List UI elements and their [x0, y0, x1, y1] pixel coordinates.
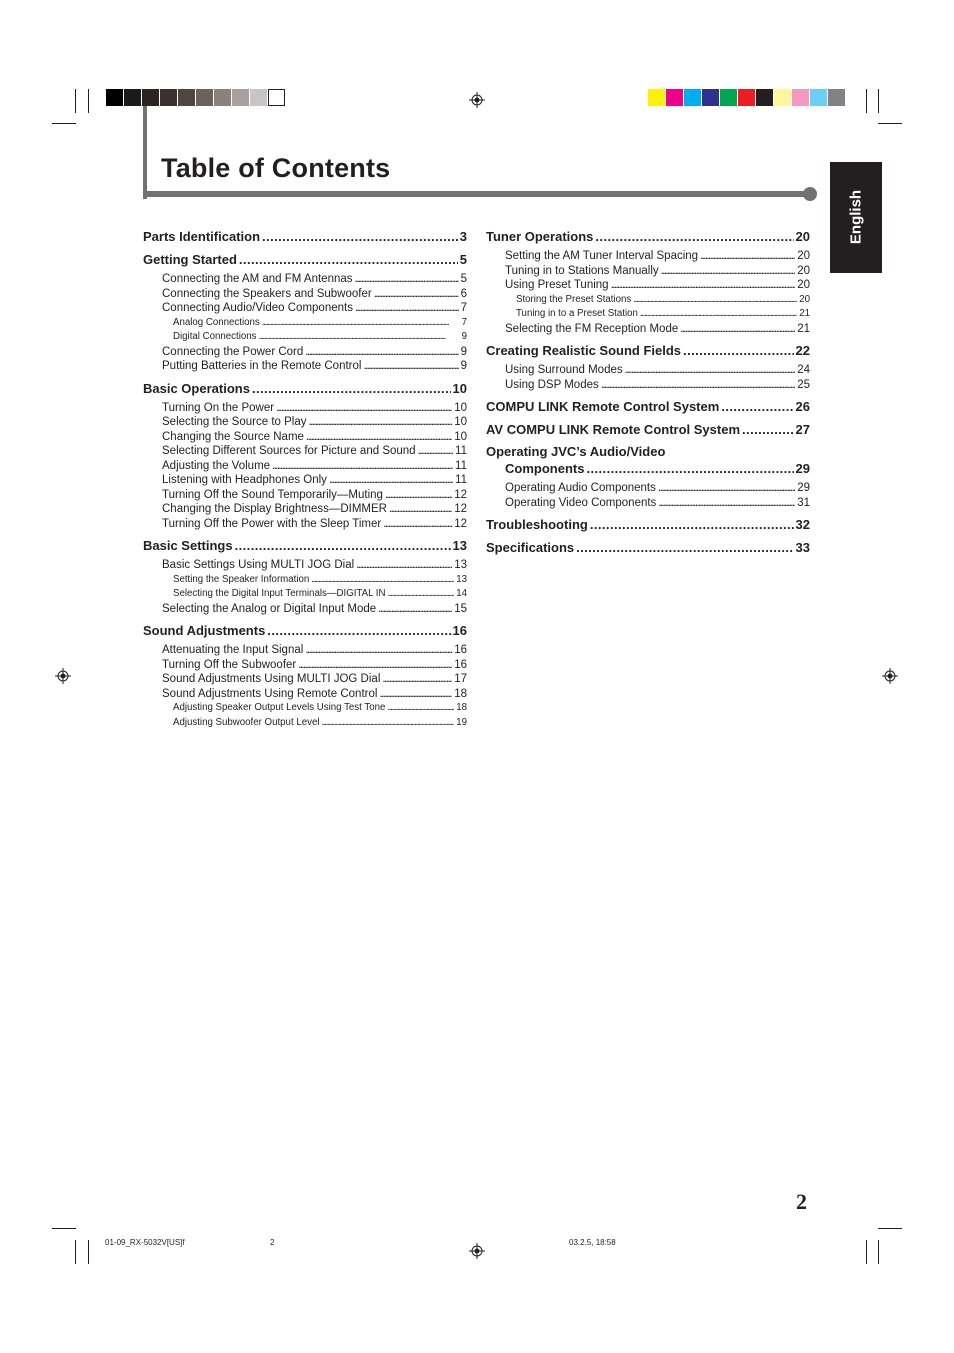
toc-entry: [143, 459, 467, 474]
toc-section: [486, 421, 810, 438]
toc-entry-title: Tuner Operations: [486, 229, 594, 244]
color-swatch: [720, 89, 737, 106]
color-swatch: [178, 89, 195, 106]
toc-leader-dots: [311, 573, 454, 588]
toc-entry-title: Digital Connections: [173, 331, 257, 342]
toc-entry-page: 16: [452, 623, 467, 638]
toc-leader-dots: [658, 496, 795, 511]
toc-entry: [143, 272, 467, 287]
toc-leader-dots: [382, 672, 452, 687]
title-frame-vertical: [143, 106, 147, 199]
toc-entry: [486, 264, 810, 279]
color-swatch: [684, 89, 701, 106]
crop-mark: [52, 1228, 76, 1229]
toc-entry-title: Basic Settings Using MULTI JOG Dial: [162, 559, 355, 571]
toc-entry-page: 12: [454, 503, 467, 515]
toc-leader-dots: [239, 251, 458, 268]
color-swatch: [250, 89, 267, 106]
toc-leader-dots: [383, 517, 452, 532]
toc-entry-title: Changing the Display Brightness—DIMMER: [162, 503, 387, 515]
toc-leader-dots: [305, 643, 452, 658]
toc-entry-page: 6: [460, 287, 467, 300]
toc-entry-page: 12: [454, 488, 467, 501]
toc-entry: [143, 517, 467, 532]
color-swatch: [124, 89, 141, 106]
toc-entry-title: Selecting the Analog or Digital Input Mode: [162, 602, 377, 615]
toc-entry: [143, 301, 467, 316]
toc-entry-page: 9: [460, 360, 467, 372]
toc-entry: [486, 278, 810, 293]
toc-entry-heading: Operating JVC’s Audio/Video: [486, 444, 666, 459]
toc-entry-title: Turning Off the Subwoofer: [162, 658, 297, 671]
toc-leader-dots: [305, 345, 458, 360]
toc-entry: [143, 687, 467, 702]
toc-entry-page: 20: [797, 264, 810, 277]
toc-section: [143, 380, 467, 397]
toc-entry-page: 15: [454, 602, 467, 615]
toc-entry-page: 21: [797, 322, 810, 335]
toc-entry: [143, 415, 467, 430]
toc-entry-title: AV COMPU LINK Remote Control System: [486, 422, 741, 437]
toc-leader-dots: [721, 398, 793, 415]
toc-leader-dots: [262, 228, 458, 245]
toc-entry-page: 5: [460, 273, 467, 285]
toc-entry-title: Operating Video Components: [505, 496, 657, 509]
color-swatch: [738, 89, 755, 106]
toc-leader-dots: [683, 342, 793, 359]
toc-entry-page: 13: [454, 559, 467, 571]
toc-entry-title: Turning On the Power: [162, 401, 275, 414]
toc-leader-dots: [576, 539, 793, 556]
toc-entry-page: 19: [456, 716, 467, 728]
toc-entry-title: Storing the Preset Stations: [516, 293, 632, 305]
color-swatch: [702, 89, 719, 106]
toc-entry-title: Adjusting the Volume: [162, 459, 271, 472]
toc-entry-title: Using Preset Tuning: [505, 279, 609, 291]
toc-entry-title: Setting the AM Tuner Interval Spacing: [505, 250, 699, 262]
color-swatch: [214, 89, 231, 106]
toc-entry-page: 3: [459, 229, 467, 244]
toc-entry-title: Adjusting Speaker Output Levels Using Test Tone: [173, 702, 386, 713]
toc-leader-dots: [379, 687, 452, 702]
toc-entry-title: Basic Settings: [143, 538, 233, 553]
toc-leader-dots: [680, 322, 795, 337]
color-swatch: [666, 89, 683, 106]
page-number: 2: [796, 1189, 807, 1214]
crop-mark: [878, 89, 879, 113]
toc-entry: [143, 316, 467, 331]
toc-entry: [143, 330, 467, 345]
toc-entry: [486, 496, 810, 511]
toc-leader-dots: [356, 558, 452, 573]
color-swatch: [142, 89, 159, 106]
toc-entry-page: 20: [797, 279, 810, 291]
color-swatch: [828, 89, 845, 106]
crop-mark: [75, 89, 76, 113]
toc-entry-title: Operating Audio Components: [505, 482, 656, 494]
crop-mark: [52, 123, 76, 124]
toc-entry-title: Basic Operations: [143, 380, 250, 396]
language-tab-label: English: [847, 189, 865, 245]
color-swatch: [648, 89, 665, 106]
toc-entry-page: 12: [454, 517, 467, 530]
toc-leader-dots: [586, 460, 793, 477]
toc-entry-title: Connecting the Speakers and Subwoofer: [162, 287, 372, 300]
toc-leader-dots: [329, 473, 453, 488]
footer-timestamp: 03.2.5, 18:58: [569, 1238, 616, 1247]
toc-entry-title: Setting the Speaker Information: [173, 573, 310, 585]
toc-entry-page: 5: [459, 252, 467, 267]
toc-leader-dots: [276, 401, 452, 416]
toc-leader-dots: [267, 622, 450, 639]
toc-entry-page: 9: [460, 345, 467, 358]
toc-entry-page: 10: [454, 430, 467, 443]
toc-entry-title: Attenuating the Input Signal: [162, 644, 304, 656]
toc-entry-title: Tuning in to Stations Manually: [505, 264, 659, 277]
toc-leader-dots: [272, 459, 453, 474]
toc-entry: [143, 287, 467, 302]
toc-entry-page: 24: [797, 364, 810, 376]
registration-mark-icon: [55, 668, 71, 684]
toc-entry-page: 18: [454, 687, 467, 700]
toc-section: [143, 537, 467, 554]
toc-leader-dots: [378, 602, 452, 617]
toc-leader-dots: [355, 301, 459, 316]
toc-entry: [143, 602, 467, 617]
toc-leader-dots: [258, 330, 459, 345]
toc-entry-page: 26: [795, 399, 810, 414]
toc-entry-page: 29: [795, 461, 810, 476]
toc-entry: [486, 322, 810, 337]
crop-mark: [866, 89, 867, 113]
registration-mark-icon: [469, 92, 485, 108]
toc-entry-page: 7: [461, 316, 467, 328]
toc-entry-title: Turning Off the Sound Temporarily—Muting: [162, 488, 383, 501]
toc-leader-dots: [633, 293, 797, 308]
toc-entry-page: 31: [797, 496, 810, 509]
toc-entry: [143, 701, 467, 716]
toc-entry-page: 20: [795, 229, 810, 244]
toc-entry: [486, 293, 810, 308]
toc-entry: [143, 401, 467, 416]
language-tab: [830, 162, 882, 273]
toc-entry-title: Selecting the Source to Play: [162, 416, 307, 428]
toc-entry-title: Connecting Audio/Video Components: [162, 302, 353, 314]
toc-entry-page: 10: [452, 380, 467, 396]
toc-leader-dots: [590, 516, 794, 533]
toc-leader-dots: [418, 444, 453, 459]
toc-leader-dots: [700, 249, 795, 264]
toc-leader-dots: [235, 537, 451, 554]
crop-mark: [878, 1240, 879, 1264]
crop-mark: [866, 1240, 867, 1264]
crop-mark: [88, 89, 89, 113]
color-swatch: [232, 89, 249, 106]
toc-entry: [486, 249, 810, 264]
toc-entry-title: COMPU LINK Remote Control System: [486, 399, 720, 414]
footer-filename: 01-09_RX-5032V[US]f: [105, 1238, 185, 1247]
toc-entry-title: Adjusting Subwoofer Output Level: [173, 716, 320, 728]
color-swatch: [268, 89, 285, 106]
toc-section: [143, 251, 467, 268]
toc-entry-title: Sound Adjustments Using MULTI JOG Dial: [162, 673, 381, 685]
toc-leader-dots: [385, 488, 452, 503]
toc-entry-title: Selecting Different Sources for Picture and Sound: [162, 445, 416, 457]
toc-entry-page: 7: [460, 302, 467, 314]
toc-entry: [143, 430, 467, 445]
toc-entry-title: Changing the Source Name: [162, 430, 304, 443]
toc-entry-title: Turning Off the Power with the Sleep Timer: [162, 517, 382, 530]
toc-section: [486, 516, 810, 533]
toc-entry-title: Using DSP Modes: [505, 378, 599, 391]
toc-entry-title: Putting Batteries in the Remote Control: [162, 360, 362, 372]
toc-leader-dots: [388, 587, 455, 602]
toc-section: [143, 228, 467, 245]
toc-leader-dots: [262, 316, 460, 331]
toc-entry-title: Creating Realistic Sound Fields: [486, 343, 682, 358]
toc-entry-title: Selecting the FM Reception Mode: [505, 322, 679, 335]
title-frame-dot: [803, 187, 817, 201]
toc-entry-page: 10: [454, 401, 467, 414]
toc-section: [486, 342, 810, 359]
footer-page: 2: [270, 1238, 275, 1247]
toc-entry-page: 20: [799, 293, 810, 305]
toc-entry: [143, 558, 467, 573]
toc-entry: [486, 378, 810, 393]
toc-entry-title: Sound Adjustments: [143, 623, 266, 638]
toc-entry: [143, 473, 467, 488]
toc-entry-page: 27: [795, 422, 810, 437]
toc-entry: [486, 363, 810, 378]
toc-leader-dots: [389, 502, 452, 517]
color-swatch: [756, 89, 773, 106]
toc-entry-page: 11: [455, 474, 467, 486]
toc-entry: [143, 444, 467, 459]
toc-entry-page: 17: [454, 673, 467, 685]
crop-mark: [878, 1228, 902, 1229]
color-swatch: [160, 89, 177, 106]
toc-entry: [143, 716, 467, 731]
toc-right-column: [486, 228, 810, 556]
toc-leader-dots: [374, 287, 459, 302]
toc-entry: [143, 672, 467, 687]
toc-leader-dots: [742, 421, 794, 438]
color-swatch: [106, 89, 123, 106]
toc-section: [486, 228, 810, 245]
toc-entry-title: Troubleshooting: [486, 517, 588, 532]
toc-entry-title: Tuning in to a Preset Station: [516, 308, 638, 319]
toc-entry: [143, 658, 467, 673]
toc-entry-page: 21: [799, 308, 810, 319]
toc-leader-dots: [355, 272, 459, 287]
toc-entry-title: Components: [505, 461, 585, 476]
toc-entry: [143, 359, 467, 374]
toc-leader-dots: [363, 359, 458, 374]
toc-leader-dots: [595, 228, 793, 245]
toc-entry-title: Specifications: [486, 540, 575, 555]
toc-entry-page: 11: [455, 459, 467, 472]
color-swatch: [792, 89, 809, 106]
color-swatch: [774, 89, 791, 106]
toc-entry-page: 18: [456, 702, 467, 713]
toc-entry-title: Connecting the AM and FM Antennas: [162, 273, 353, 285]
crop-mark: [878, 123, 902, 124]
toc-entry-title: Parts Identification: [143, 229, 261, 244]
registration-mark-icon: [882, 668, 898, 684]
toc-entry: [143, 587, 467, 602]
toc-entry: [486, 481, 810, 496]
crop-mark: [88, 1240, 89, 1264]
title-frame-horizontal: [143, 191, 808, 197]
toc-entry-title: Getting Started: [143, 252, 237, 267]
toc-leader-dots: [298, 658, 452, 673]
toc-entry-page: 32: [795, 517, 810, 532]
toc-entry-page: 11: [455, 445, 467, 457]
toc-leader-dots: [387, 701, 454, 716]
toc-entry-page: 20: [797, 250, 810, 262]
toc-entry: [143, 345, 467, 360]
toc-leader-dots: [640, 307, 797, 322]
toc-entry-page: 29: [797, 482, 810, 494]
toc-left-column: [143, 228, 467, 730]
toc-leader-dots: [661, 264, 796, 279]
color-swatch: [810, 89, 827, 106]
crop-mark: [75, 1240, 76, 1264]
toc-entry-title: Selecting the Digital Input Terminals—DIGITAL IN: [173, 588, 386, 599]
toc-entry-page: 13: [456, 573, 467, 585]
toc-entry-page: 16: [454, 644, 467, 656]
toc-leader-dots: [611, 278, 796, 293]
toc-leader-dots: [625, 363, 796, 378]
toc-section: [143, 622, 467, 639]
toc-entry-page: 33: [795, 540, 810, 555]
toc-leader-dots: [306, 430, 452, 445]
toc-entry-title: Analog Connections: [173, 316, 260, 328]
toc-leader-dots: [601, 378, 795, 393]
registration-mark-icon: [469, 1243, 485, 1259]
toc-entry: [143, 488, 467, 503]
toc-entry-title: Listening with Headphones Only: [162, 474, 327, 486]
toc-entry-page: 9: [461, 331, 467, 342]
page-title: Table of Contents: [161, 153, 391, 183]
toc-entry-page: 14: [456, 588, 467, 599]
toc-leader-dots: [308, 415, 452, 430]
toc-section: [486, 398, 810, 415]
toc-entry-page: 10: [454, 416, 467, 428]
toc-section: [486, 539, 810, 556]
toc-entry: [486, 307, 810, 322]
toc-entry: [143, 573, 467, 588]
color-swatch: [196, 89, 213, 106]
toc-leader-dots: [252, 380, 451, 397]
toc-entry: [143, 643, 467, 658]
toc-entry: [486, 460, 810, 477]
toc-entry-title: Connecting the Power Cord: [162, 345, 304, 358]
toc-entry-page: 22: [795, 343, 810, 358]
toc-entry-title: Sound Adjustments Using Remote Control: [162, 687, 378, 700]
toc-entry-page: 25: [797, 378, 810, 391]
toc-entry: [143, 502, 467, 517]
toc-entry-title: Using Surround Modes: [505, 364, 623, 376]
toc-leader-dots: [321, 716, 454, 731]
toc-leader-dots: [658, 481, 795, 496]
toc-entry-page: 16: [454, 658, 467, 671]
toc-entry-page: 13: [452, 538, 467, 553]
